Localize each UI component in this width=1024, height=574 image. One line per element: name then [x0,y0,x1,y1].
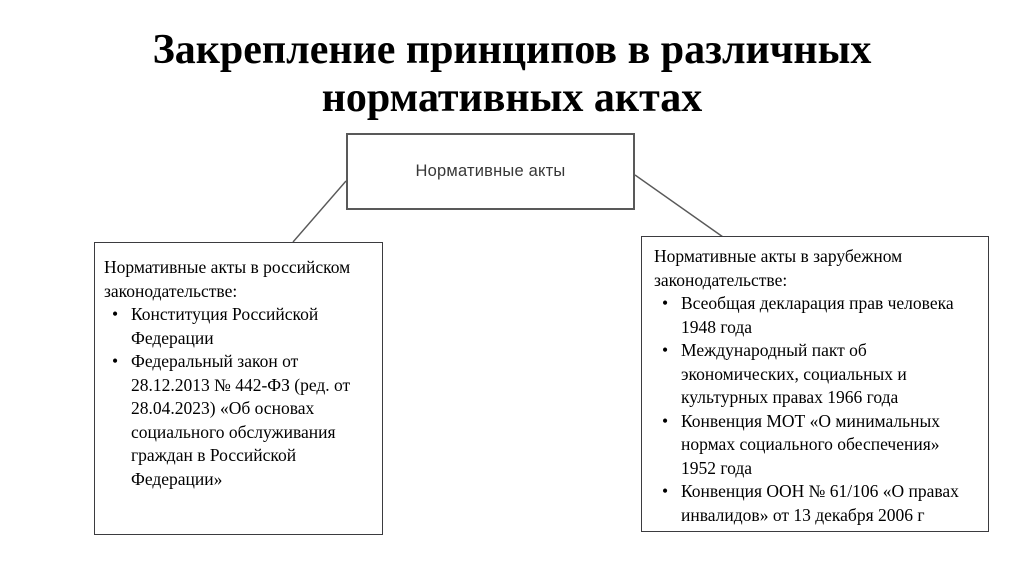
list-item: • Конституция Российской Федерации [104,303,374,350]
right-node-box [641,236,989,532]
list-item: • Всеобщая декларация прав человека 1948 года [654,292,978,339]
list-item: • Конвенция ООН № 61/106 «О правах инвалидов» от 13 декабря 2006 г [654,480,978,527]
list-item: • Конвенция МОТ «О минимальных нормах социального обеспечения» 1952 года [654,410,978,481]
list-item: • Федеральный закон от 28.12.2013 № 442-ФЗ (ред. от 28.04.2023) «Об основах социального обслуживания граждан в Российской Федерации» [104,350,374,491]
root-node-label: Нормативные акты [415,162,566,180]
right-node-list [654,292,978,527]
left-node-heading: Нормативные акты в российском законодательстве: [104,257,351,301]
connector-left [293,181,346,242]
connector-right [635,175,723,237]
root-node-box [346,133,635,210]
right-node-heading: Нормативные акты в зарубежном законодательстве: [654,246,903,290]
page-title: Закрепление принципов в различных нормативных актах [152,27,872,121]
list-item: • Международный пакт об экономических, социальных и культурных правах 1966 года [654,339,978,410]
left-node-list [104,303,374,491]
left-node-box [94,242,383,535]
